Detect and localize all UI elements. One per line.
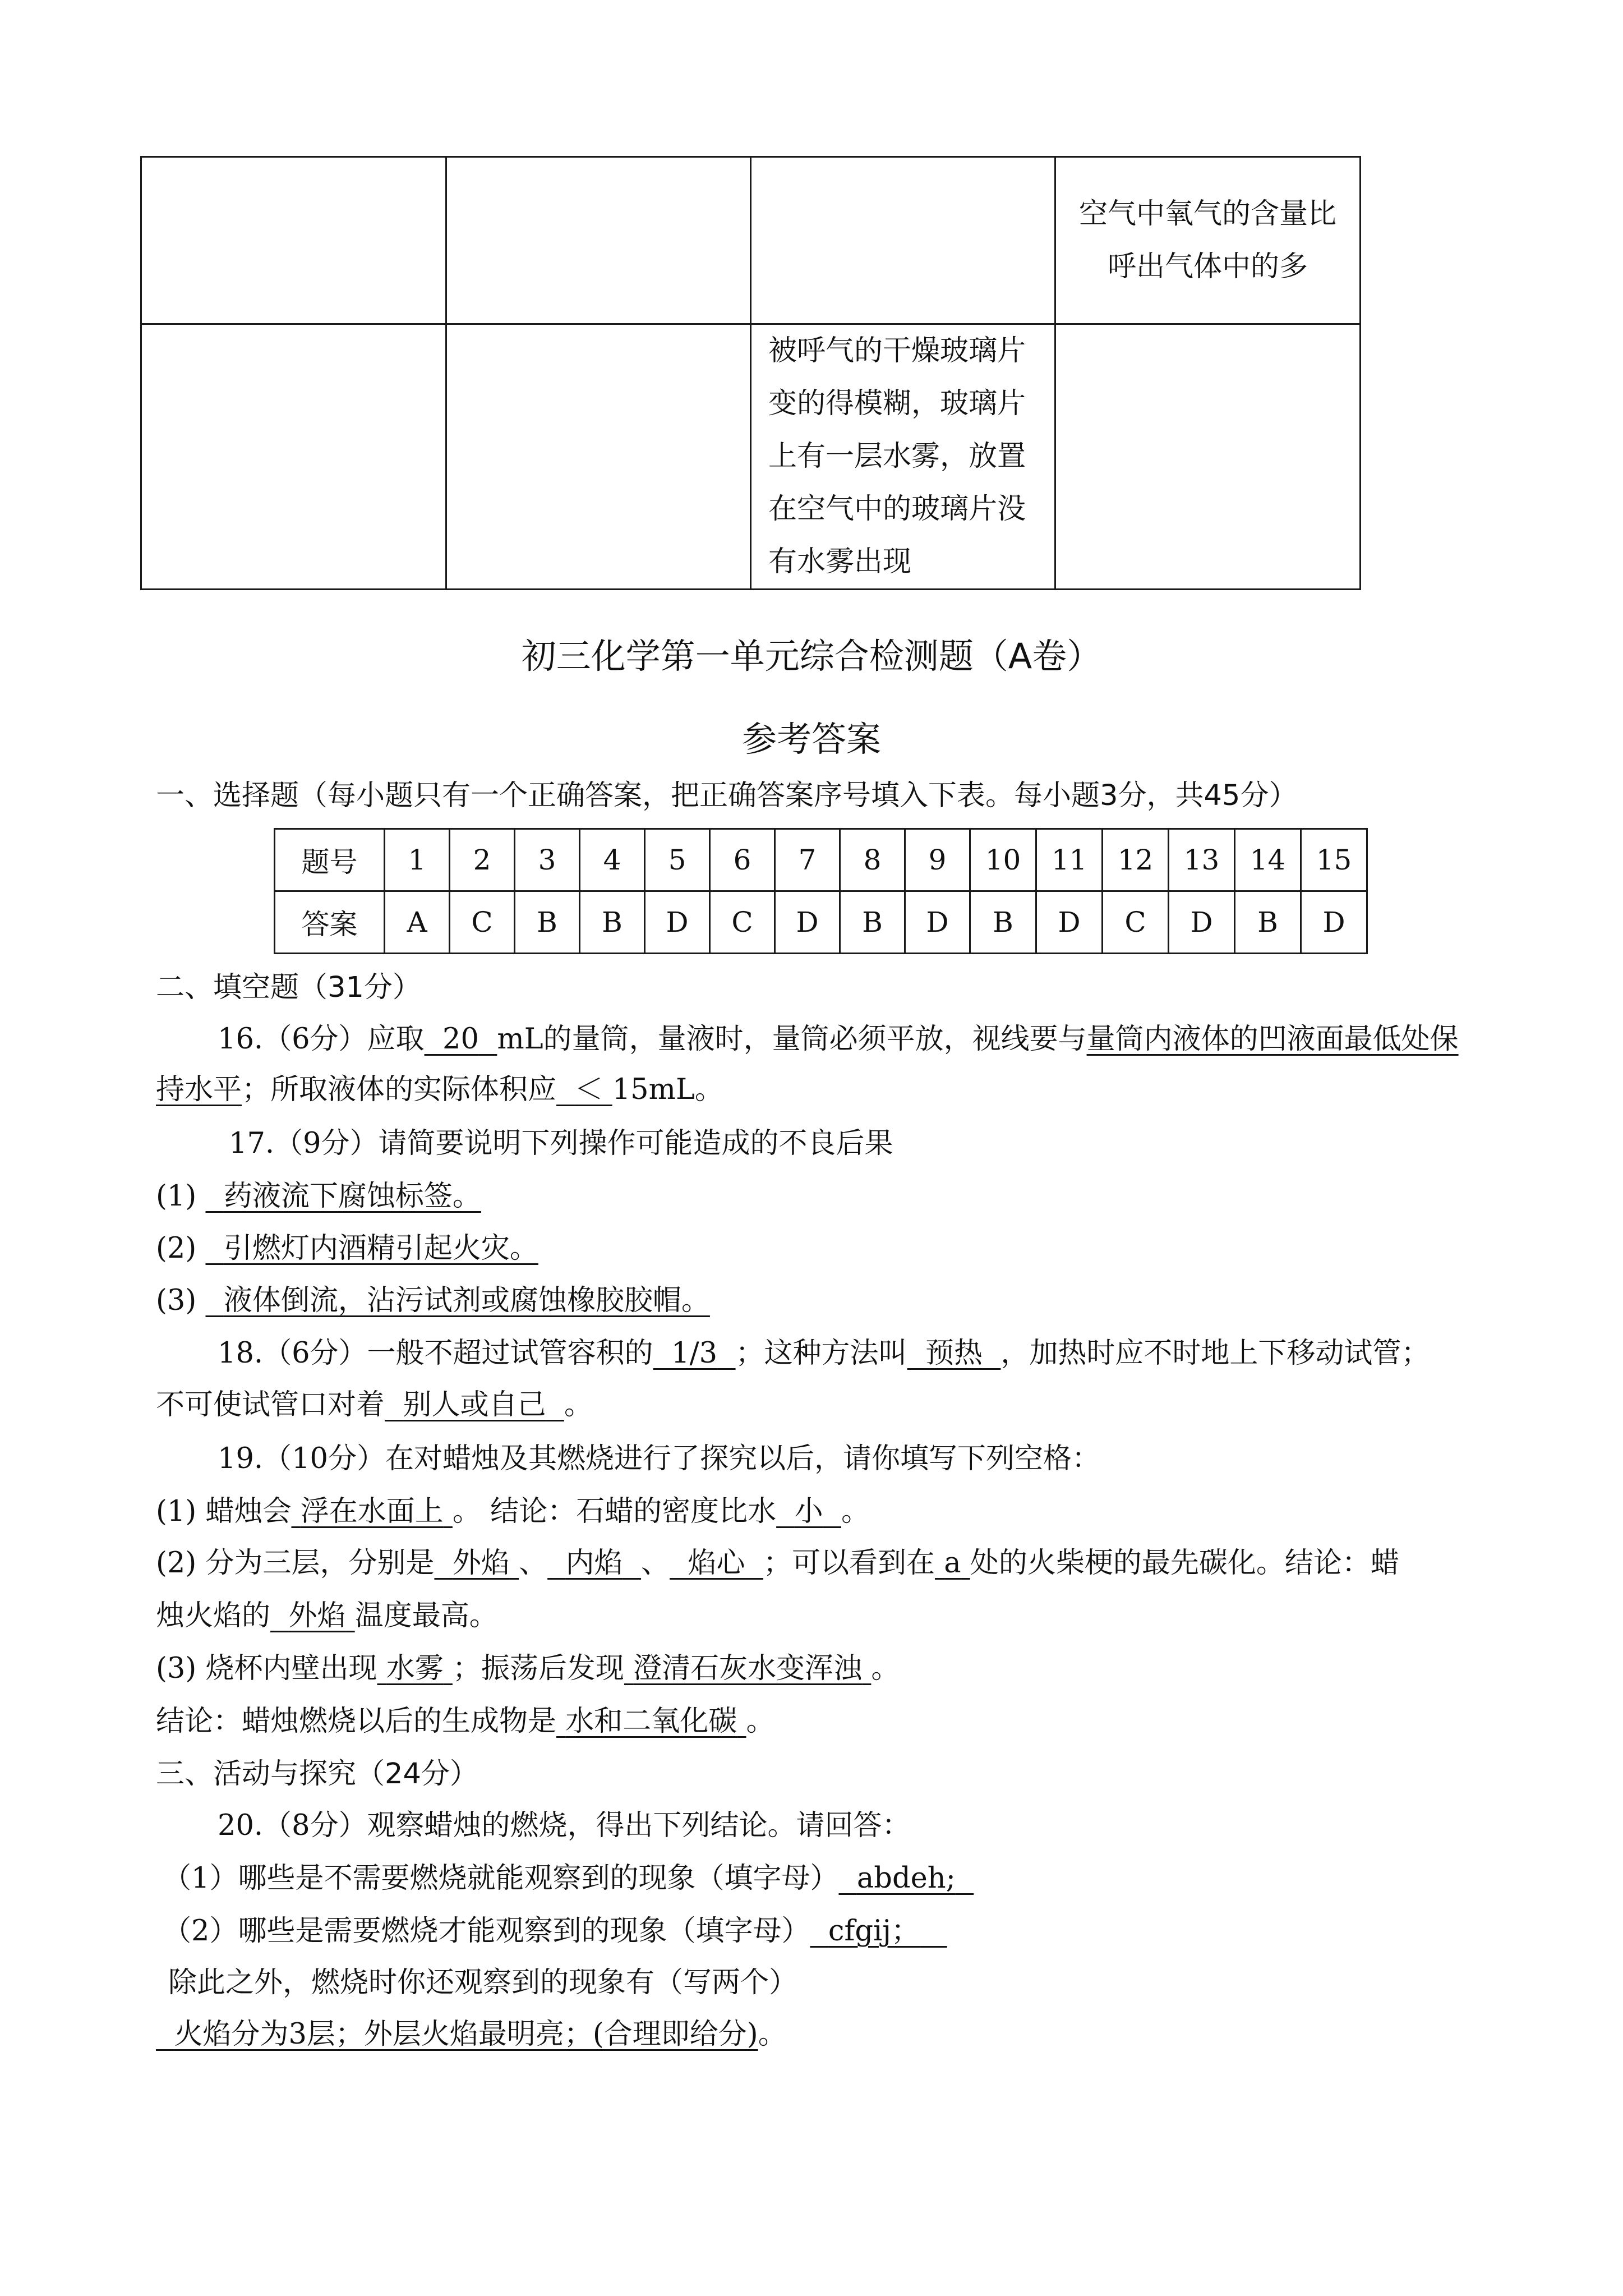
question-17-item-1	[156, 1178, 481, 1215]
answer-cell: A	[385, 891, 450, 954]
text: 。	[871, 1652, 900, 1685]
text: ，加热时应不时地上下移动试管；	[1000, 1337, 1430, 1370]
answer-cell: D	[905, 891, 970, 954]
table-cell: 被呼气的干燥玻璃片变的得模糊，玻璃片上有一层水雾，放置在空气中的玻璃片没有水雾出现	[751, 324, 1055, 590]
question-16-line-2	[156, 1071, 723, 1108]
section-heading: 一、选择题（每小题只有一个正确答案，把正确答案序号填入下表。每小题3分，共45分）	[156, 779, 1298, 812]
text: (1) 蜡烛会	[156, 1495, 292, 1528]
question-number: 5	[645, 829, 710, 891]
answer-cell: B	[580, 891, 645, 954]
item-number: (3)	[156, 1284, 197, 1317]
table-cell	[751, 157, 1055, 324]
answer-blank: 水和二氧化碳	[565, 1705, 737, 1738]
table-header-label: 题号	[275, 829, 385, 891]
answer-blank: 1/3	[671, 1337, 718, 1370]
question-17-stem: 17.（9分）请简要说明下列操作可能造成的不良后果	[229, 1127, 893, 1160]
text: 。 结论：石蜡的密度比水	[452, 1495, 777, 1528]
text: 。	[746, 1705, 775, 1738]
question-18-line-2	[156, 1387, 593, 1424]
text: 15mL。	[612, 1073, 723, 1106]
question-19-conclusion	[156, 1703, 774, 1740]
question-20-stem: 20.（8分）观察蜡烛的燃烧，得出下列结论。请回答：	[218, 1809, 911, 1842]
table-cell	[446, 324, 751, 590]
question-19-part-2	[156, 1545, 1399, 1582]
answer-blank: 预热	[925, 1337, 983, 1370]
text: 温度最高。	[354, 1599, 498, 1632]
text: ；振荡后发现	[452, 1652, 624, 1685]
section-heading: 二、填空题（31分）	[156, 971, 421, 1004]
question-19-part-2-cont	[156, 1598, 498, 1635]
question-number: 4	[580, 829, 645, 891]
text: mL的量筒，量液时，量筒必须平放，视线要与	[497, 1023, 1087, 1056]
answer-blank: 液体倒流，沾污试剂或腐蚀橡胶胶帽。	[223, 1284, 710, 1317]
text: 。	[564, 1388, 593, 1421]
question-20-line-4	[156, 2016, 787, 2053]
answer-blank: 水雾	[386, 1652, 444, 1685]
answer-cell: D	[645, 891, 710, 954]
question-number: 1	[385, 829, 450, 891]
answer-blank: 焰心	[688, 1547, 745, 1580]
answer-blank: 药液流下腐蚀标签。	[223, 1180, 481, 1213]
question-19-stem: 19.（10分）在对蜡烛及其燃烧进行了探究以后，请你填写下列空格：	[218, 1442, 1101, 1475]
question-20-line-2	[163, 1913, 947, 1950]
question-19-part-3	[156, 1650, 900, 1687]
question-number: 6	[710, 829, 775, 891]
question-18-line-1	[218, 1335, 1430, 1372]
table-cell	[141, 324, 446, 590]
page-title: 初三化学第一单元综合检测题（A卷）	[521, 636, 1102, 677]
answer-cell: D	[775, 891, 840, 954]
answer-blank: 外焰	[452, 1547, 510, 1580]
answer-blank: 小	[794, 1495, 823, 1528]
question-17-item-3	[156, 1282, 710, 1319]
answer-cell: C	[710, 891, 775, 954]
answer-blank: 20	[442, 1023, 479, 1056]
question-number: 8	[840, 829, 905, 891]
text: 。	[758, 2018, 787, 2051]
answer-blank: 浮在水面上	[300, 1495, 444, 1528]
question-number: 7	[775, 829, 840, 891]
text: (3) 烧杯内壁出现	[156, 1652, 377, 1685]
question-number: 14	[1235, 829, 1301, 891]
text: （2）哪些是需要燃烧才能观察到的现象（填字母）	[163, 1915, 810, 1948]
answer-blank: ＜	[574, 1073, 603, 1106]
text: （1）哪些是不需要燃烧就能观察到的现象（填字母）	[163, 1862, 839, 1895]
question-number: 12	[1103, 829, 1169, 891]
answer-blank: abdeh;	[856, 1862, 956, 1895]
answer-blank: 火焰分为3层；外层火焰最明亮；(合理即给分)	[174, 2018, 758, 2051]
answer-cell: B	[970, 891, 1036, 954]
text: 、	[641, 1547, 670, 1580]
text: 不可使试管口对着	[156, 1388, 385, 1421]
text: (2) 分为三层，分别是	[156, 1547, 435, 1580]
question-20-line-3: 除此之外，燃烧时你还观察到的现象有（写两个）	[168, 1966, 798, 1999]
text: 18.（6分）一般不超过试管容积的	[218, 1337, 653, 1370]
table-cell	[446, 157, 751, 324]
question-17-item-2	[156, 1230, 538, 1267]
answer-cell: B	[840, 891, 905, 954]
answer-cell: C	[450, 891, 515, 954]
question-number: 11	[1036, 829, 1103, 891]
question-number: 2	[450, 829, 515, 891]
answer-blank: 量筒内液体的凹液面最低处保	[1086, 1023, 1459, 1056]
text: 16.（6分）应取	[218, 1023, 425, 1056]
answer-blank: 持水平	[156, 1073, 242, 1106]
text: 处的火柴梗的最先碳化。结论：蜡	[970, 1547, 1399, 1580]
answer-blank: cfgij；	[828, 1915, 920, 1948]
table-row	[275, 829, 1367, 891]
question-number: 3	[515, 829, 580, 891]
answer-blank: 内焰	[565, 1547, 623, 1580]
page-subtitle: 参考答案	[741, 719, 881, 760]
answer-cell: B	[1235, 891, 1301, 954]
item-number: (1)	[156, 1180, 197, 1213]
question-20-line-1	[163, 1860, 974, 1897]
answer-cell: B	[515, 891, 580, 954]
question-16-line-1	[218, 1021, 1459, 1058]
table-cell	[1055, 324, 1361, 590]
question-number: 9	[905, 829, 970, 891]
question-number: 13	[1169, 829, 1235, 891]
text: 。	[841, 1495, 870, 1528]
answer-blank: 别人或自己	[403, 1388, 546, 1421]
text: 、	[519, 1547, 548, 1580]
text: 结论：蜡烛燃烧以后的生成物是	[156, 1705, 557, 1738]
answer-blank: 澄清石灰水变浑浊	[633, 1652, 863, 1685]
answer-blank: 引燃灯内酒精引起火灾。	[223, 1232, 538, 1265]
text: ；可以看到在	[763, 1547, 935, 1580]
answer-blank: 外焰	[288, 1599, 346, 1632]
answer-cell: D	[1036, 891, 1103, 954]
answer-blank: a	[944, 1547, 961, 1580]
table-answer-label: 答案	[275, 891, 385, 954]
question-19-part-1	[156, 1493, 870, 1530]
answer-cell: D	[1169, 891, 1235, 954]
answer-cell: C	[1103, 891, 1169, 954]
text: ；这种方法叫	[735, 1337, 907, 1370]
section-heading: 三、活动与探究（24分）	[156, 1757, 478, 1791]
text: ；所取液体的实际体积应	[242, 1073, 557, 1106]
question-number: 10	[970, 829, 1036, 891]
text: 烛火焰的	[156, 1599, 271, 1632]
answer-cell: D	[1301, 891, 1367, 954]
question-number: 15	[1301, 829, 1367, 891]
experiment-table	[140, 156, 1361, 590]
table-cell: 空气中氧气的含量比呼出气体中的多	[1055, 157, 1361, 324]
answer-table	[274, 828, 1368, 954]
table-cell	[141, 157, 446, 324]
item-number: (2)	[156, 1232, 197, 1265]
table-row	[275, 891, 1367, 954]
